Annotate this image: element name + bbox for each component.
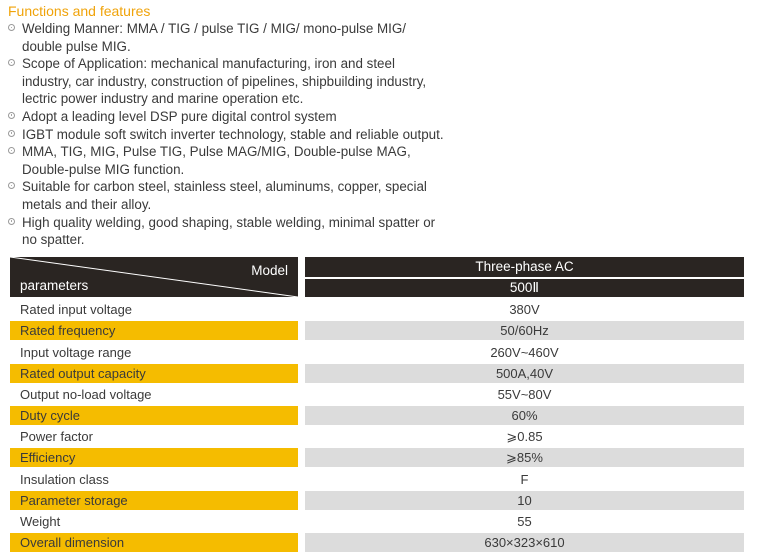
parameters-label: parameters [20,278,89,293]
row-parameter-name: Input voltage range [20,345,132,360]
feature-line: industry, car industry, construction of pipelines, shipbuilding industry, [22,73,427,89]
feature-item [8,108,468,126]
row-parameter-name: Overall dimension [10,533,298,552]
row-parameter-name: Duty cycle [10,406,298,425]
row-parameter-value: 630×323×610 [305,533,744,552]
feature-item [8,55,468,108]
section-heading: Functions and features [8,3,151,19]
row-parameter-name: Output no-load voltage [20,387,152,402]
phase-header: Three-phase AC [305,257,744,277]
feature-line: double pulse MIG. [22,38,131,54]
bullet-icon [8,218,15,225]
bullet-icon [8,112,15,119]
model-label: Model [251,263,288,278]
row-parameter-value: 500A,40V [305,364,744,383]
model-header: 500Ⅱ [305,279,744,297]
feature-line: lectric power industry and marine operation etc. [22,91,304,107]
row-parameter-value: 260V~460V [490,345,559,360]
row-parameter-value: 55 [517,514,532,529]
row-parameter-value: 380V [509,302,540,317]
feature-line: Suitable for carbon steel, stainless steel, aluminums, copper, special [22,179,427,195]
row-parameter-name: Weight [20,514,61,529]
bullet-icon [8,182,15,189]
feature-item [8,178,468,213]
row-parameter-value: 60% [305,406,744,425]
row-parameter-name: Power factor [20,429,93,444]
row-parameter-value: 55V~80V [497,387,552,402]
row-parameter-name: Parameter storage [10,491,298,510]
feature-item [8,214,468,249]
feature-line: IGBT module soft switch inverter technology, stable and reliable output. [22,126,444,142]
feature-line: Adopt a leading level DSP pure digital control system [22,108,337,124]
feature-item [8,126,468,144]
feature-line: metals and their alloy. [22,196,152,212]
row-parameter-value: 50/60Hz [305,321,744,340]
bullet-icon [8,59,15,66]
row-parameter-value: ⩾0.85 [506,429,543,444]
bullet-icon [8,24,15,31]
bullet-icon [8,147,15,154]
feature-line: Double-pulse MIG function. [22,161,185,177]
row-parameter-name: Insulation class [20,472,109,487]
row-parameter-value: 10 [305,491,744,510]
row-parameter-name: Rated output capacity [10,364,298,383]
row-parameter-name: Rated input voltage [20,302,133,317]
bullet-icon [8,130,15,137]
feature-line: Scope of Application: mechanical manufacturing, iron and steel [22,56,395,72]
feature-line: High quality welding, good shaping, stable welding, minimal spatter or [22,214,436,230]
row-parameter-value: ⩾85% [305,448,744,467]
feature-item [8,143,468,178]
row-parameter-name: Rated frequency [10,321,298,340]
feature-line: MMA, TIG, MIG, Pulse TIG, Pulse MAG/MIG, Double-pulse MAG, [22,144,411,160]
row-parameter-name: Efficiency [10,448,298,467]
feature-item [8,20,468,55]
feature-line: no spatter. [22,232,85,248]
table-header-corner [10,257,298,297]
feature-line: Welding Manner: MMA / TIG / pulse TIG / MIG/ mono-pulse MIG/ [22,21,406,36]
feature-list [8,20,468,249]
row-parameter-value: F [520,472,529,487]
